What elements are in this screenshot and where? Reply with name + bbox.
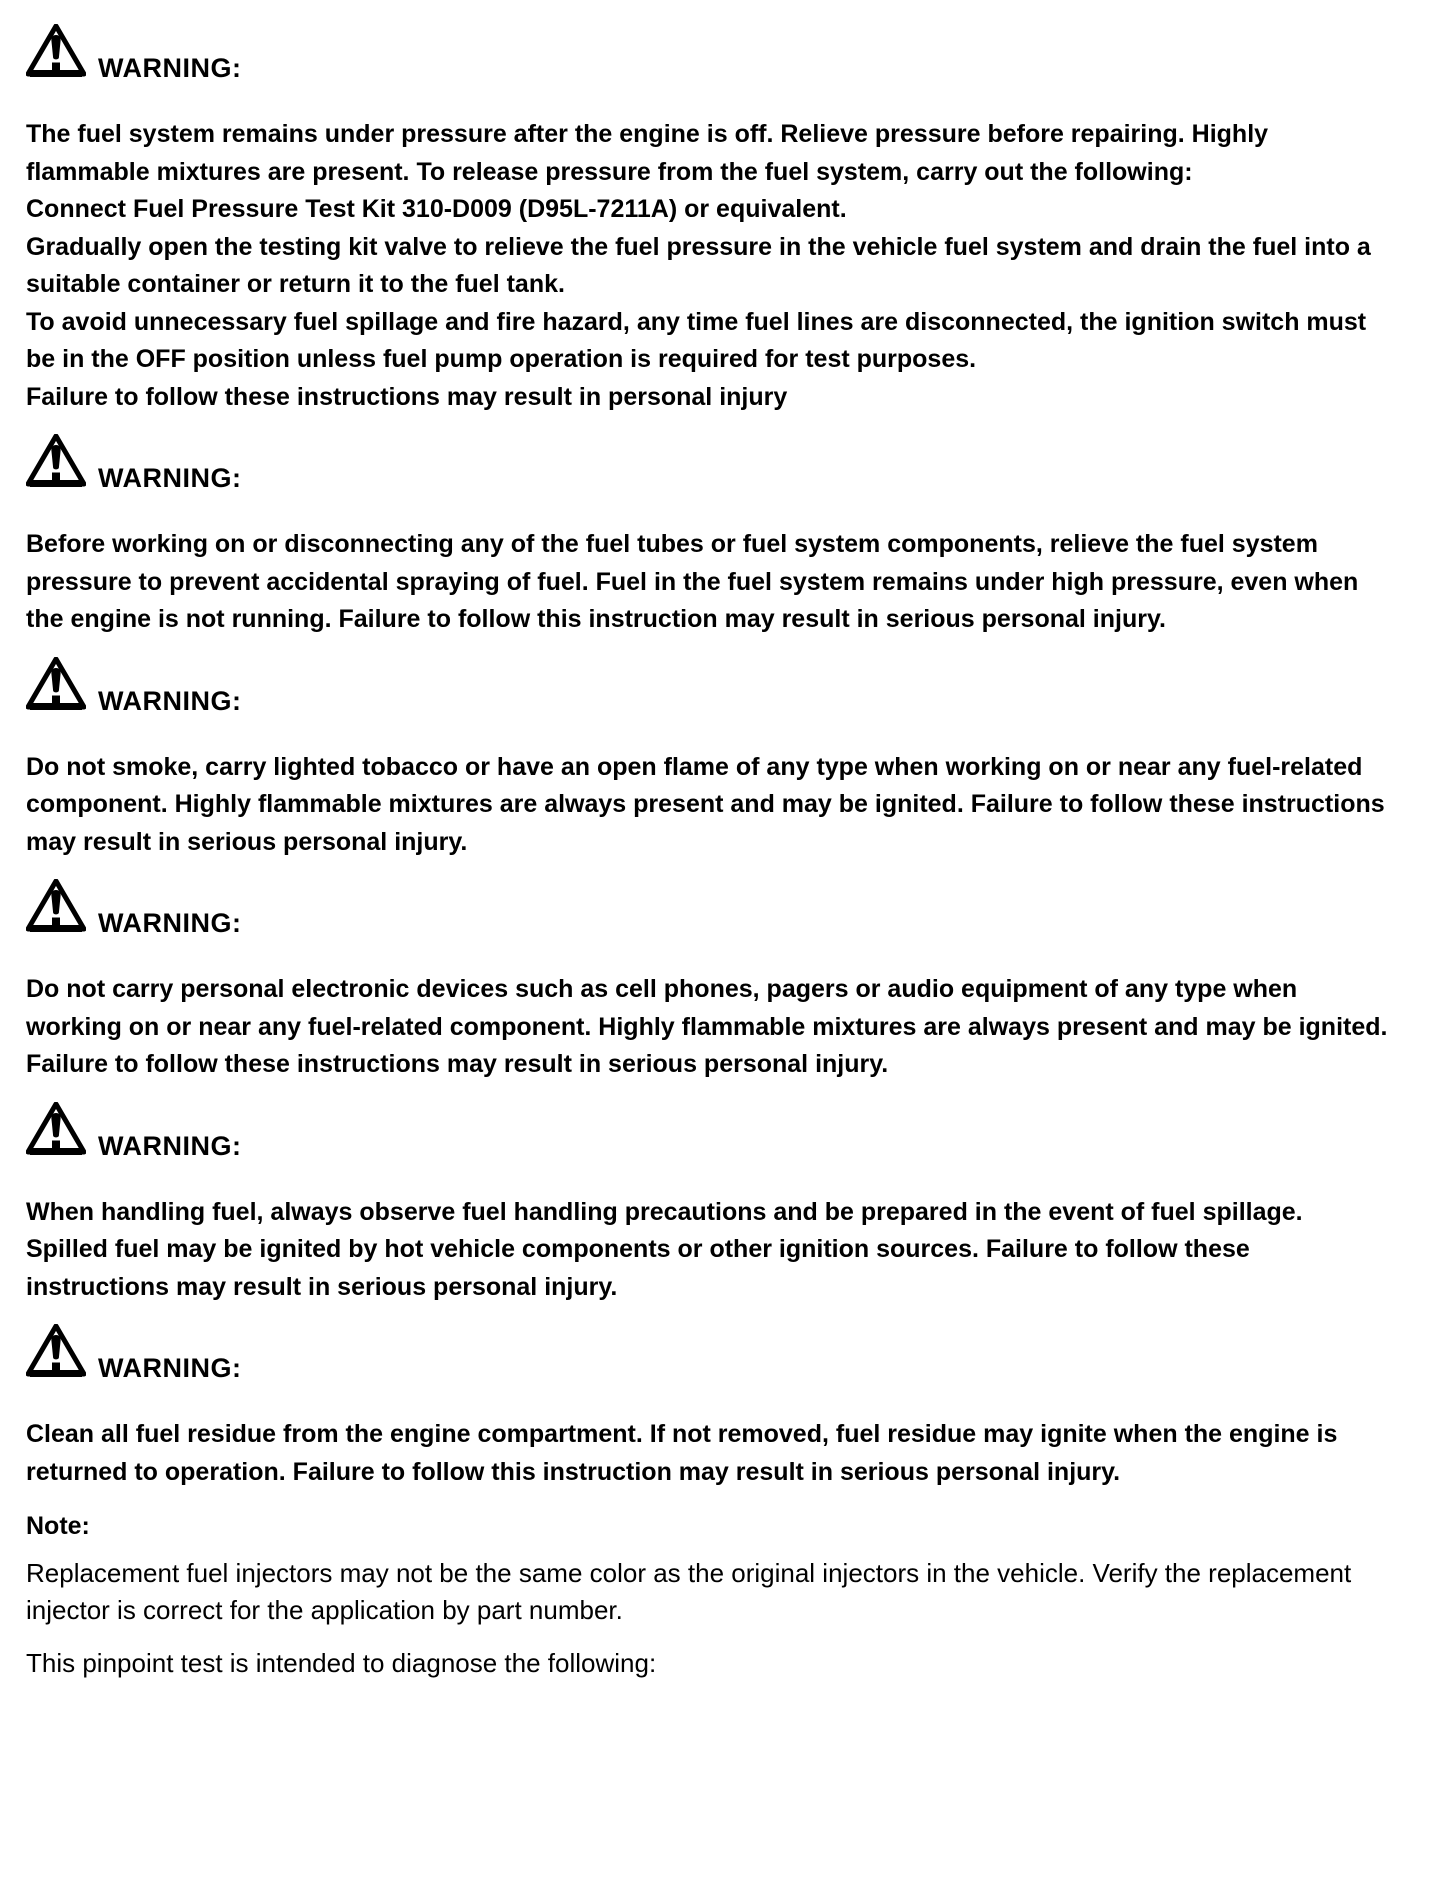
warning-triangle-icon xyxy=(26,24,86,80)
warning-header xyxy=(26,655,1402,716)
warning-paragraph: To avoid unnecessary fuel spillage and fire hazard, any time fuel lines are disconnected, the ignition switch must be in the OFF position unless fuel pump operation is required for test purposes. xyxy=(26,307,1367,373)
warning-paragraph: Do not carry personal electronic devices such as cell phones, pagers or audio equipment of any type when working on or near any fuel-related component. Highly flammable mixtures are always present and may be ignited. Failure to follow these instructions may result in serious personal injury. xyxy=(26,975,1388,1078)
warning-paragraph: Clean all fuel residue from the engine compartment. If not removed, fuel residue may ignite when the engine is returned to operation. Failure to follow this instruction may result in serious personal injury. xyxy=(26,1420,1338,1486)
warning-section-3 xyxy=(26,655,1402,862)
warning-label: WARNING: xyxy=(98,463,242,493)
warning-header xyxy=(26,22,1402,83)
warning-section-6 xyxy=(26,1322,1402,1491)
warning-paragraph: Failure to follow these instructions may result in personal injury xyxy=(26,382,788,411)
warning-label: WARNING: xyxy=(98,908,242,938)
warning-paragraph: Do not smoke, carry lighted tobacco or have an open flame of any type when working on or near any fuel-related component. Highly flammable mixtures are always present and may be ignited. Failure to follow these instructions may result in serious personal injury. xyxy=(26,752,1385,856)
warning-header xyxy=(26,432,1402,493)
warning-triangle-icon xyxy=(26,879,86,935)
warning-label: WARNING: xyxy=(98,1353,242,1383)
warning-triangle-icon xyxy=(26,657,86,713)
warning-paragraph: Gradually open the testing kit valve to relieve the fuel pressure in the vehicle fuel system and drain the fuel into a suitable container or return it to the fuel tank. xyxy=(26,232,1371,298)
warning-label: WARNING: xyxy=(98,1130,242,1161)
warning-text xyxy=(26,116,1388,416)
warning-text xyxy=(26,1194,1388,1307)
warning-header xyxy=(26,877,1402,938)
warning-label: WARNING: xyxy=(98,685,242,716)
warning-triangle-icon xyxy=(26,1102,86,1158)
warning-triangle-icon xyxy=(26,434,86,490)
warning-label: WARNING: xyxy=(98,53,242,83)
closing-text: This pinpoint test is intended to diagnose the following: xyxy=(26,1647,657,1678)
warning-paragraph: The fuel system remains under pressure after the engine is off. Relieve pressure before repairing. Highly flammable mixtures are present. To release pressure from the fuel system, carry out the following: xyxy=(26,120,1269,186)
note-text: Replacement fuel injectors may not be the same color as the original injectors in the vehicle. Verify the replacement injector is correct for the application by part number. xyxy=(26,1557,1352,1625)
warning-header xyxy=(26,1322,1402,1383)
warning-text xyxy=(26,526,1388,639)
warning-header xyxy=(26,1100,1402,1161)
warning-section-5 xyxy=(26,1100,1402,1307)
warning-paragraph: When handling fuel, always observe fuel handling precautions and be prepared in the event of fuel spillage. Spilled fuel may be ignited by hot vehicle components or other ignition sources. Failure to follow these instructions may result in serious personal injury. xyxy=(26,1197,1303,1301)
warning-section-1 xyxy=(26,22,1402,416)
warning-text xyxy=(26,749,1388,862)
warning-text xyxy=(26,1416,1388,1491)
warning-text xyxy=(26,971,1388,1084)
warning-section-4 xyxy=(26,877,1402,1084)
warning-paragraph: Before working on or disconnecting any of the fuel tubes or fuel system components, relieve the fuel system pressure to prevent accidental spraying of fuel. Fuel in the fuel system remains under high pressure, even when the engine is not running. Failure to follow this instruction may result in serious personal injury. xyxy=(26,530,1359,633)
warning-section-2 xyxy=(26,432,1402,639)
warning-triangle-icon xyxy=(26,1324,86,1380)
warning-paragraph: Connect Fuel Pressure Test Kit 310-D009 (D95L-7211A) or equivalent. xyxy=(26,195,847,223)
note-label: Note: xyxy=(26,1512,90,1540)
